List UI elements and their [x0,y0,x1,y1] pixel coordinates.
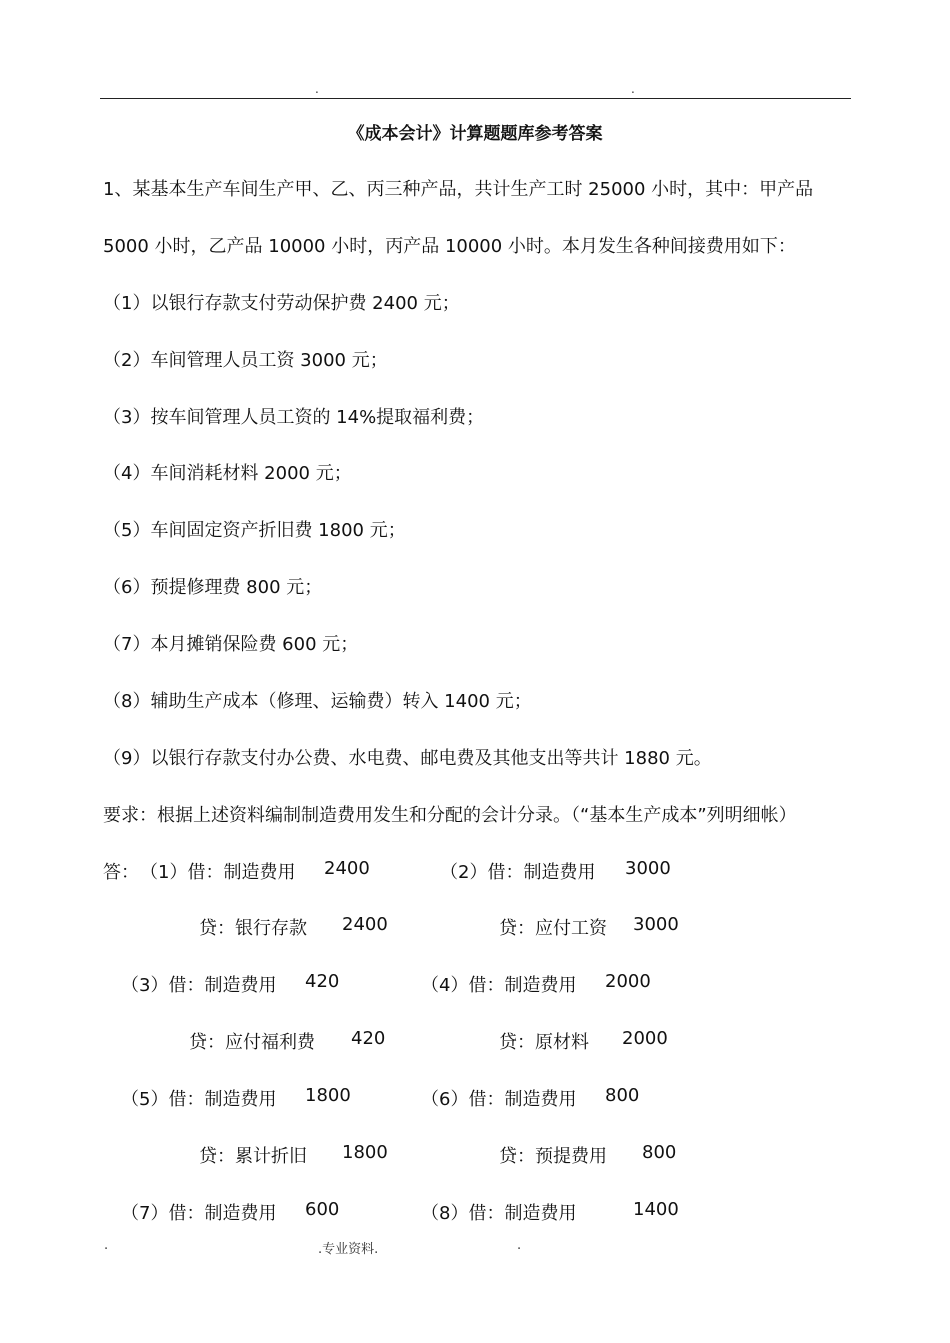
entry-5-credit-amount: 1800 [342,1142,388,1163]
question-item: （7）本月摊销保险费 600 元； [103,634,359,655]
question-item: （1）以银行存款支付劳动保护费 2400 元； [103,293,460,314]
question-item: （3）按车间管理人员工资的 14%提取福利费； [103,407,485,428]
entry-4-credit-amount: 2000 [622,1028,668,1049]
document-title: 《成本会计》计算题题库参考答案 [347,124,603,144]
question-item: （4）车间消耗材料 2000 元； [103,463,352,484]
entry-1-credit-amount: 2400 [342,914,388,935]
entry-6-debit-amount: 800 [605,1085,640,1106]
entry-8-debit-amount: 1400 [633,1199,679,1220]
entry-6-debit: （6）借：制造费用 [421,1089,577,1110]
entry-6-credit: 贷：预提费用 [499,1146,607,1167]
entry-3-debit-amount: 420 [305,971,340,992]
entry-3-debit: （3）借：制造费用 [121,975,277,996]
footer-dot-right: . [517,1238,522,1253]
entry-8-debit: （8）借：制造费用 [421,1203,577,1224]
answer-prefix: 答： [103,862,139,883]
question-intro-line-2: 5000 小时，乙产品 10000 小时，丙产品 10000 小时。本月发生各种间接费用如下： [103,236,796,257]
footer-dot-left: . [104,1238,109,1253]
entry-2-credit-amount: 3000 [633,914,679,935]
entry-1-debit-amount: 2400 [324,858,370,879]
entry-5-credit: 贷：累计折旧 [199,1146,307,1167]
entry-7-debit: （7）借：制造费用 [121,1203,277,1224]
entry-6-credit-amount: 800 [642,1142,677,1163]
question-intro-line-1: 1、某基本生产车间生产甲、乙、丙三种产品，共计生产工时 25000 小时，其中：甲产品 [103,179,814,200]
header-dot-left: . [315,82,319,96]
entry-1-debit: （1）借：制造费用 [140,862,296,883]
entry-2-credit: 贷：应付工资 [499,918,607,939]
question-item: （8）辅助生产成本（修理、运输费）转入 1400 元； [103,691,532,712]
question-item: （6）预提修理费 800 元； [103,577,323,598]
question-item: （9）以银行存款支付办公费、水电费、邮电费及其他支出等共计 1880 元。 [103,748,712,769]
question-item: （2）车间管理人员工资 3000 元； [103,350,388,371]
entry-7-debit-amount: 600 [305,1199,340,1220]
question-item: （5）车间固定资产折旧费 1800 元； [103,520,406,541]
entry-3-credit-amount: 420 [351,1028,386,1049]
header-rule [100,98,851,99]
entry-5-debit-amount: 1800 [305,1085,351,1106]
entry-4-debit: （4）借：制造费用 [421,975,577,996]
entry-2-debit: （2）借：制造费用 [440,862,596,883]
entry-1-credit: 贷：银行存款 [199,918,307,939]
entry-3-credit: 贷：应付福利费 [189,1032,315,1053]
header-dot-right: . [631,82,635,96]
entry-4-credit: 贷：原材料 [499,1032,589,1053]
entry-5-debit: （5）借：制造费用 [121,1089,277,1110]
footer-label: .专业资料. [318,1242,379,1257]
entry-2-debit-amount: 3000 [625,858,671,879]
question-requirement: 要求：根据上述资料编制制造费用发生和分配的会计分录。（“基本生产成本”列明细帐） [103,805,797,826]
entry-4-debit-amount: 2000 [605,971,651,992]
